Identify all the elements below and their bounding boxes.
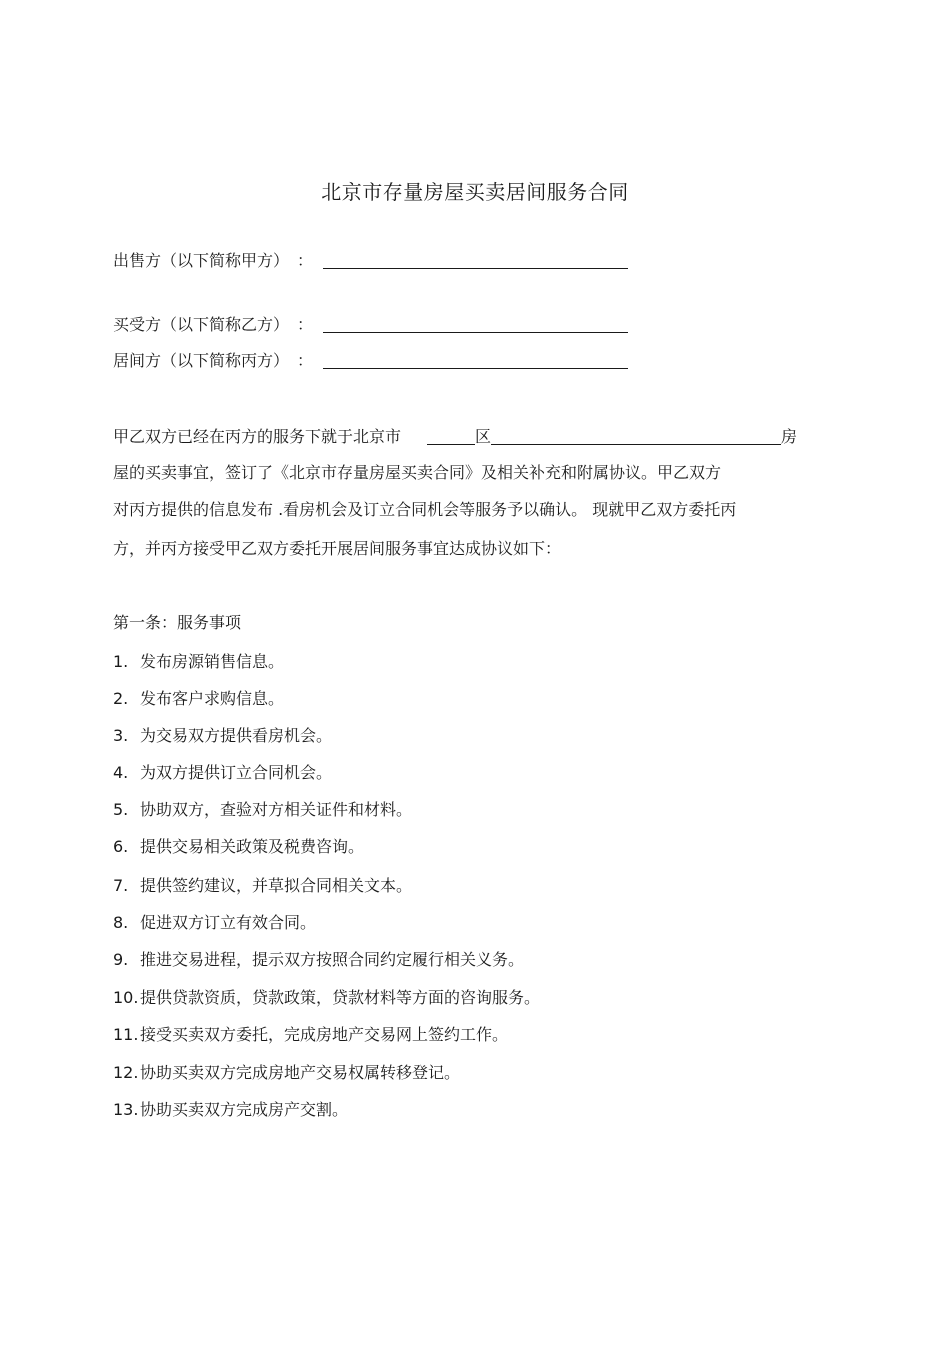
item-text: 发布客户求购信息。 — [140, 689, 285, 708]
list-item — [113, 873, 412, 896]
item-text: 促进双方订立有效合同。 — [140, 913, 317, 932]
intro-line-2: 屋的买卖事宜，签订了《北京市存量房屋买卖合同》及相关补充和附属协议。甲乙双方 — [113, 463, 722, 482]
party-buyer — [113, 311, 628, 335]
item-text: 提供交易相关政策及税费咨询。 — [140, 837, 365, 856]
intro-line-1-a: 甲乙双方已经在丙方的服务下就于北京市 — [113, 427, 402, 446]
party-broker-colon: ： — [297, 351, 314, 370]
list-item — [113, 1060, 460, 1083]
list-item — [113, 723, 332, 746]
item-text: 提供签约建议，并草拟合同相关文本。 — [140, 876, 413, 895]
intro-line-1 — [113, 423, 797, 447]
intro-line-1-b: 区 — [475, 427, 492, 446]
address-blank[interactable] — [491, 426, 781, 445]
item-number: 13. — [113, 1100, 139, 1119]
intro-line-1-c: 房 — [781, 427, 798, 446]
list-item — [113, 834, 364, 857]
list-item — [113, 985, 540, 1008]
party-broker — [113, 347, 628, 371]
item-text: 为双方提供订立合同机会。 — [140, 763, 333, 782]
item-number: 8. — [113, 913, 129, 932]
list-item — [113, 686, 284, 709]
item-number: 6. — [113, 837, 129, 856]
item-text: 协助买卖双方完成房地产交易权属转移登记。 — [140, 1063, 461, 1082]
list-item — [113, 649, 284, 672]
party-broker-blank[interactable] — [323, 350, 628, 369]
item-number: 9. — [113, 950, 129, 969]
list-item — [113, 1097, 348, 1120]
intro-line-4: 方，并丙方接受甲乙双方委托开展居间服务事宜达成协议如下： — [113, 539, 562, 558]
item-text: 协助双方，查验对方相关证件和材料。 — [140, 800, 413, 819]
item-number: 7. — [113, 876, 129, 895]
item-text: 提供贷款资质，贷款政策，贷款材料等方面的咨询服务。 — [140, 988, 541, 1007]
item-text: 接受买卖双方委托，完成房地产交易网上签约工作。 — [140, 1025, 509, 1044]
party-seller-colon: ： — [297, 251, 314, 270]
page-title: 北京市存量房屋买卖居间服务合同 — [321, 180, 629, 204]
party-seller — [113, 247, 628, 271]
party-buyer-label: 买受方（以下简称乙方） — [113, 315, 290, 334]
party-broker-label: 居间方（以下简称丙方） — [113, 351, 290, 370]
party-buyer-colon: ： — [297, 315, 314, 334]
party-seller-blank[interactable] — [323, 250, 628, 269]
item-number: 4. — [113, 763, 129, 782]
item-text: 协助买卖双方完成房产交割。 — [140, 1100, 349, 1119]
list-item — [113, 947, 524, 970]
item-number: 3. — [113, 726, 129, 745]
item-number: 2. — [113, 689, 129, 708]
item-text: 推进交易进程，提示双方按照合同约定履行相关义务。 — [140, 950, 525, 969]
party-seller-label: 出售方（以下简称甲方） — [113, 251, 290, 270]
article-1-heading: 第一条：服务事项 — [113, 613, 242, 632]
intro-line-3: 对丙方提供的信息发布 .看房机会及订立合同机会等服务予以确认。 现就甲乙双方委托丙 — [113, 500, 737, 519]
item-text: 为交易双方提供看房机会。 — [140, 726, 333, 745]
item-number: 12. — [113, 1063, 139, 1082]
item-number: 10. — [113, 988, 139, 1007]
item-number: 1. — [113, 652, 129, 671]
item-text: 发布房源销售信息。 — [140, 652, 285, 671]
district-blank[interactable] — [427, 426, 475, 445]
list-item — [113, 760, 332, 783]
list-item — [113, 797, 412, 820]
item-number: 5. — [113, 800, 129, 819]
list-item — [113, 1022, 508, 1045]
party-buyer-blank[interactable] — [323, 314, 628, 333]
list-item — [113, 910, 316, 933]
item-number: 11. — [113, 1025, 139, 1044]
